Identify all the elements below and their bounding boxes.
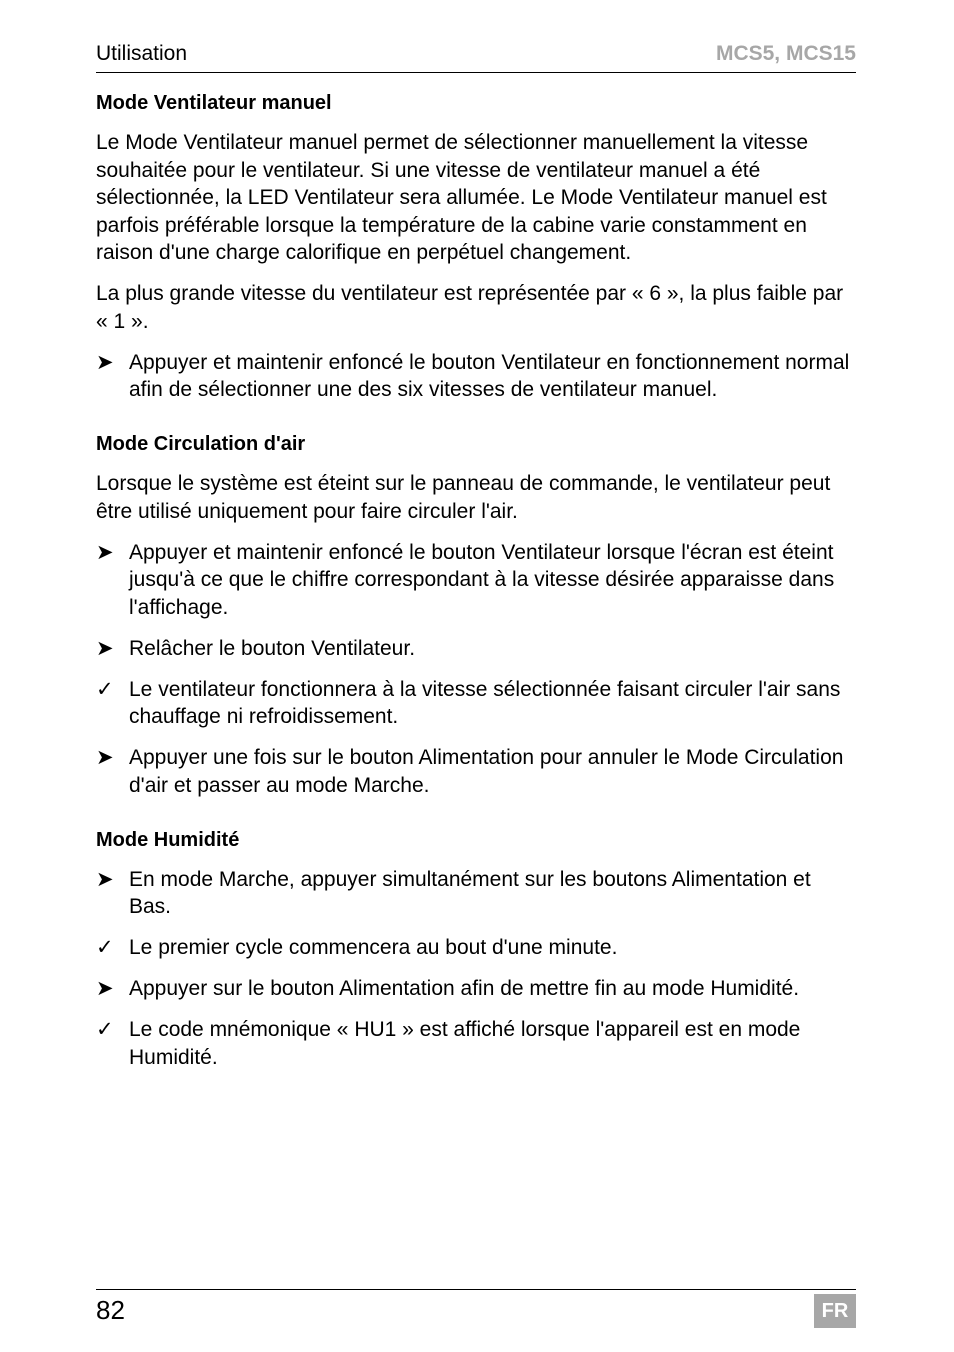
list-item-text: Le premier cycle commencera au bout d'une minute.: [129, 936, 618, 959]
checkmark-icon: ✓: [96, 677, 114, 701]
page-footer: [96, 1289, 856, 1330]
arrow-icon: ➤: [96, 746, 114, 769]
paragraph: La plus grande vitesse du ventilateur est représentée par « 6 », la plus faible par « 1 ».: [96, 282, 844, 333]
list-item: [96, 1016, 856, 1071]
section-title: Mode Ventilateur manuel: [96, 92, 332, 114]
list-item: [96, 744, 856, 799]
list-item-text: Appuyer et maintenir enfoncé le bouton Ventilateur en fonctionnement normal afin de sélectionner une des six vitesses de ventilateur manuel.: [129, 350, 850, 401]
list-item-text: En mode Marche, appuyer simultanément sur les boutons Alimentation et Bas.: [129, 867, 811, 918]
language-badge: FR: [814, 1294, 856, 1328]
list-item-text: Appuyer sur le bouton Alimentation afin de mettre fin au mode Humidité.: [129, 977, 800, 1000]
arrow-icon: ➤: [96, 540, 114, 564]
arrow-icon: ➤: [96, 636, 114, 660]
section-title: Mode Circulation d'air: [96, 433, 306, 455]
list-item: [96, 975, 856, 1003]
list-item-text: Le code mnémonique « HU1 » est affiché lorsque l'appareil est en mode Humidité.: [129, 1018, 801, 1069]
paragraph: Lorsque le système est éteint sur le panneau de commande, le ventilateur peut être utilisé uniquement pour faire circuler l'air.: [96, 472, 831, 523]
arrow-icon: ➤: [96, 977, 114, 1000]
arrow-icon: ➤: [96, 350, 114, 374]
section-air-circulation: [96, 431, 856, 799]
page-header: [96, 40, 856, 73]
checkmark-icon: ✓: [96, 936, 114, 959]
header-model-name: MCS5, MCS15: [715, 42, 856, 65]
checkmark-icon: ✓: [96, 1018, 114, 1041]
paragraph: Le Mode Ventilateur manuel permet de sélectionner manuellement la vitesse souhaitée pour le ventilateur. Si une vitesse de ventilateur manuel a été sélectionnée, la LED Ventilateur sera allumée. Le Mode Ventilateur manuel est parfois préférable lorsque la température de la cabine varie constamment en raison d'une charge calorifique en perpétuel changement.: [96, 131, 827, 264]
list-item-text: Relâcher le bouton Ventilateur.: [129, 636, 416, 660]
list-item: [96, 676, 856, 731]
list-item: [96, 866, 856, 921]
header-section-title: Utilisation: [96, 42, 188, 65]
arrow-icon: ➤: [96, 867, 114, 891]
section-humidity: [96, 827, 856, 1072]
page-number: 82: [96, 1295, 125, 1325]
list-item: [96, 349, 856, 404]
list-item: [96, 934, 856, 962]
section-manual-fan: [96, 90, 856, 404]
list-item-text: Appuyer une fois sur le bouton Alimentation pour annuler le Mode Circulation d'air et passer au mode Marche.: [129, 746, 844, 797]
list-item-text: Le ventilateur fonctionnera à la vitesse sélectionnée faisant circuler l'air sans chauffage ni refroidissement.: [129, 677, 841, 728]
section-title: Mode Humidité: [96, 828, 240, 851]
list-item-text: Appuyer et maintenir enfoncé le bouton Ventilateur lorsque l'écran est éteint jusqu'à ce que le chiffre correspondant à la vitesse désirée apparaisse dans l'affichage.: [129, 540, 835, 619]
list-item: [96, 635, 856, 663]
page-content: [96, 90, 856, 1085]
list-item: [96, 539, 856, 622]
